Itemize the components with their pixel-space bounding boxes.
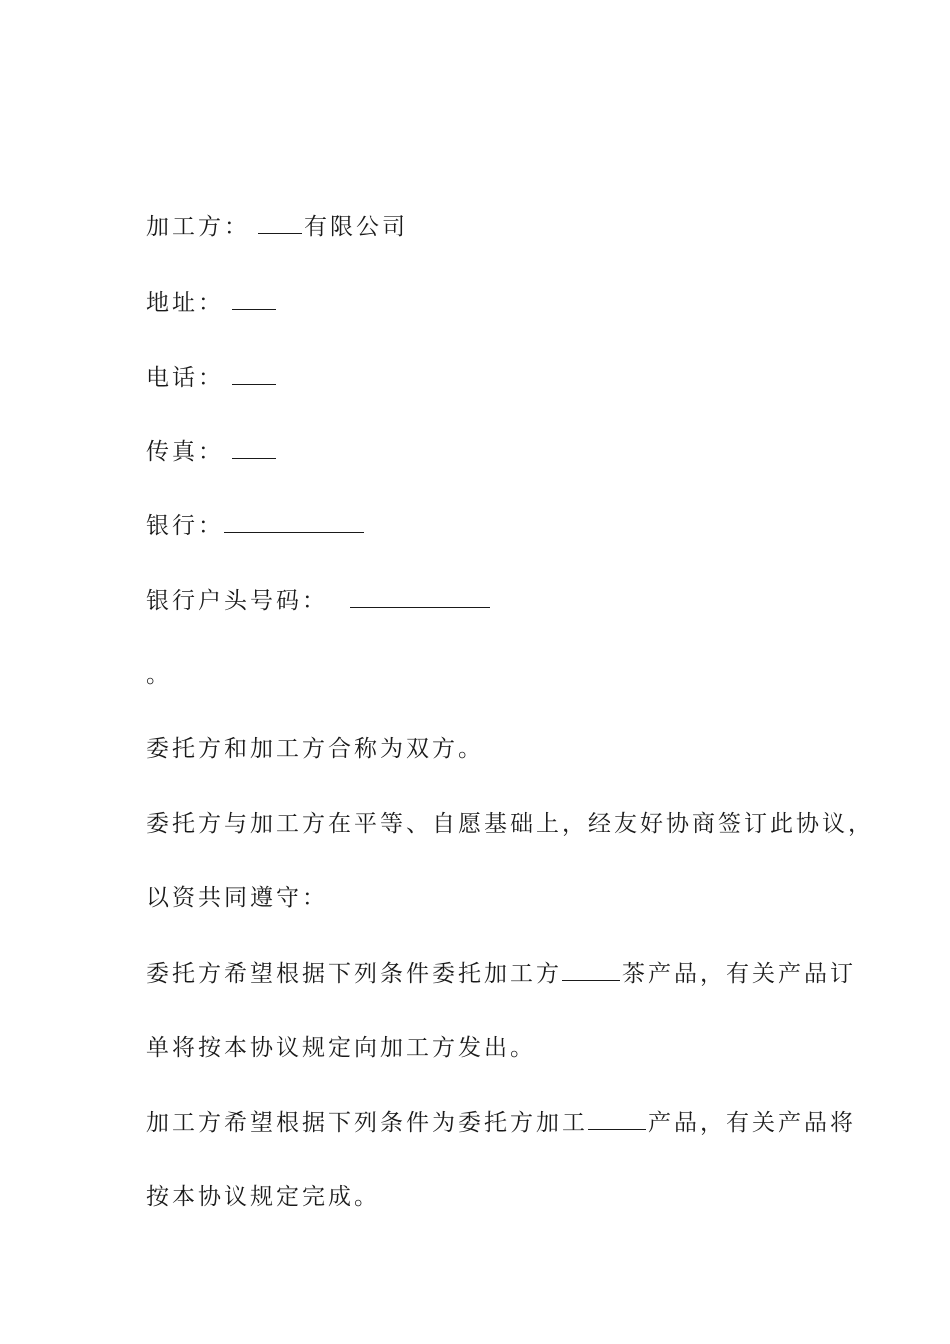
parties-text: 委托方和加工方合称为双方。 <box>146 736 484 762</box>
client-text-1b: 茶产品，有关产品订 <box>622 961 856 987</box>
phone-line <box>146 362 278 393</box>
account-label: 银行户头号码： <box>146 588 328 614</box>
fax-blank[interactable] <box>232 436 276 459</box>
bank-label: 银行： <box>146 513 224 539</box>
phone-blank[interactable] <box>232 362 276 385</box>
product-blank[interactable] <box>588 1107 646 1130</box>
address-label: 地址： <box>146 290 224 316</box>
address-line <box>146 287 278 318</box>
agreement-paragraph-line-1 <box>146 809 874 839</box>
client-text-2: 单将按本协议规定向加工方发出。 <box>146 1035 536 1061</box>
account-line <box>146 585 492 616</box>
period-text: 。 <box>146 662 172 688</box>
processor-suffix: 有限公司 <box>304 214 408 240</box>
client-paragraph-line-1 <box>146 958 856 989</box>
bank-line <box>146 510 366 541</box>
processor-text-2: 按本协议规定完成。 <box>146 1184 380 1210</box>
period-line <box>146 660 172 690</box>
address-blank[interactable] <box>232 287 276 310</box>
phone-label: 电话： <box>146 365 224 391</box>
processor-paragraph-line-1 <box>146 1107 856 1138</box>
tea-product-blank[interactable] <box>562 958 620 981</box>
processor-line <box>146 211 408 242</box>
agreement-paragraph-line-2 <box>146 883 328 913</box>
account-blank[interactable] <box>350 585 490 608</box>
processor-text-1b: 产品，有关产品将 <box>648 1110 856 1136</box>
client-text-1a: 委托方希望根据下列条件委托加工方 <box>146 961 562 987</box>
processor-paragraph-line-2 <box>146 1182 380 1212</box>
processor-name-blank[interactable] <box>258 211 302 234</box>
bank-blank[interactable] <box>224 510 364 533</box>
client-paragraph-line-2 <box>146 1033 536 1063</box>
parties-paragraph <box>146 734 484 764</box>
processor-label: 加工方： <box>146 214 250 240</box>
agreement-text-2: 以资共同遵守： <box>146 885 328 911</box>
processor-text-1a: 加工方希望根据下列条件为委托方加工 <box>146 1110 588 1136</box>
agreement-text-1: 委托方与加工方在平等、自愿基础上，经友好协商签订此协议， <box>146 811 874 837</box>
fax-line <box>146 436 278 467</box>
fax-label: 传真： <box>146 439 224 465</box>
